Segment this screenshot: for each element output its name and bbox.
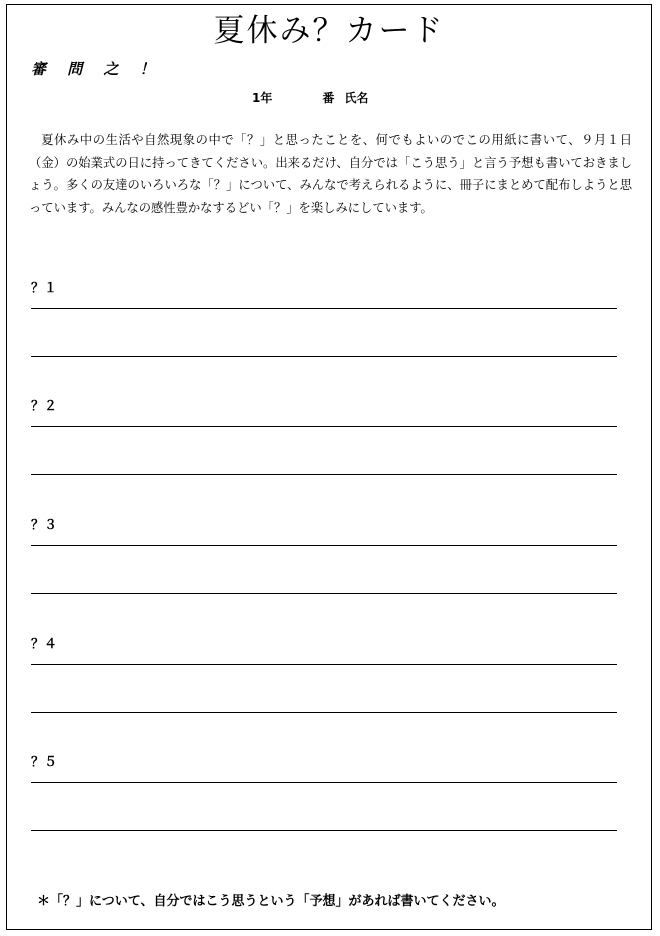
question-label-5: ？５ bbox=[31, 755, 58, 770]
intro-paragraph: 夏休み中の生活や自然現象の中で「？」と思ったことを、何でもよいのでこの用紙に書いて、９月１日（金）の始業式の日に持ってきてください。出来るだけ、自分では「こう思う」と言う予想も書いておきましょう。多くの友達のいろいろな「？」について、みんなで考えられるように、冊子にまとめて配布しようと思っています。みんなの感性豊かなするどい「？」を楽しみにしています。 bbox=[29, 133, 632, 215]
answer-line[interactable] bbox=[31, 593, 617, 594]
question-label-4: ？４ bbox=[31, 637, 58, 652]
answer-line[interactable] bbox=[31, 474, 617, 475]
grade-label: 1年 bbox=[252, 91, 273, 105]
answer-line[interactable] bbox=[31, 782, 617, 783]
answer-line[interactable] bbox=[31, 664, 617, 665]
number-label: 番 bbox=[322, 91, 335, 105]
name-label: 氏名 bbox=[344, 91, 369, 105]
question-label-2: ？２ bbox=[31, 399, 58, 414]
footnote: ＊「？」について、自分ではこう思うという「予想」があれば書いてください。 bbox=[37, 894, 505, 909]
answer-line[interactable] bbox=[31, 308, 617, 309]
answer-line[interactable] bbox=[31, 426, 617, 427]
answer-line[interactable] bbox=[31, 830, 617, 831]
student-info bbox=[252, 89, 368, 107]
worksheet-page bbox=[6, 4, 652, 930]
question-label-3: ？３ bbox=[31, 518, 58, 533]
answer-line[interactable] bbox=[31, 356, 617, 357]
page-title: 夏休み？カード bbox=[213, 13, 445, 49]
question-label-1: ？１ bbox=[31, 281, 58, 296]
author-heading: 審 問 之 ！ bbox=[31, 60, 163, 78]
answer-line[interactable] bbox=[31, 712, 617, 713]
answer-line[interactable] bbox=[31, 545, 617, 546]
